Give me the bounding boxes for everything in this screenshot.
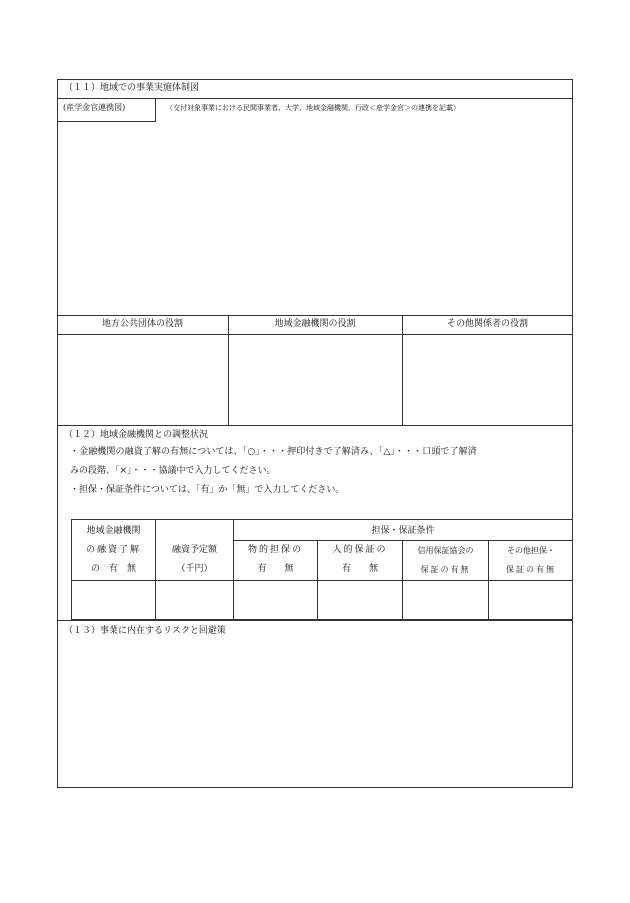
loan-header-approval-2: の融資了解	[85, 545, 141, 555]
role-cell-regional-bank[interactable]	[229, 335, 402, 425]
loan-header-approval-3: の 有 無	[90, 564, 136, 574]
loan-header-approval-1: 地域金融機関	[86, 526, 141, 536]
loan-cell-credit-guarantee[interactable]	[403, 581, 488, 620]
loan-header-credit-guarantee-1: 信用保証協会の	[417, 546, 474, 555]
section12-top-border	[57, 425, 573, 426]
section12-instruction-2: ・担保・保証条件については、「有」か「無」で入力してください。	[70, 485, 345, 495]
loan-cell-amount[interactable]	[156, 581, 233, 620]
risk-area[interactable]	[58, 642, 572, 787]
loan-header-physical-collateral-2: 有 無	[257, 564, 294, 574]
loan-header-collateral-group: 担保・保証条件	[371, 526, 435, 536]
loan-cell-personal-guarantee[interactable]	[318, 581, 402, 620]
loan-group-header-divider	[233, 540, 573, 541]
loan-header-credit-guarantee-2: 保証の有無	[420, 565, 471, 574]
loan-cell-approval[interactable]	[72, 581, 155, 620]
loan-header-personal-guarantee-2: 有 無	[341, 564, 378, 574]
loan-header-amount-1: 融資予定額	[171, 545, 217, 555]
loan-header-amount-2: （千円）	[176, 564, 213, 574]
diagram-area[interactable]	[58, 123, 572, 315]
role-cell-local-government[interactable]	[58, 335, 228, 425]
section12-heading: （１２）地域金融機関との調整状況	[64, 430, 209, 440]
role-header-local-government: 地方公共団体の役割	[101, 319, 183, 329]
loan-header-other-guarantee-1: その他担保・	[507, 546, 555, 555]
diagram-note: （交付対象事業における民間事業者、大学、地域金融機関、行政＜産学金官＞の連携を記載）	[166, 104, 460, 112]
role-cell-other-parties[interactable]	[403, 335, 572, 425]
section13-heading: （１３）事業に内在するリスクと回避策	[64, 626, 226, 636]
loan-cell-other-guarantee[interactable]	[489, 581, 572, 620]
diagram-label: (産学金官連携図)	[63, 103, 126, 112]
role-header-regional-bank: 地域金融機関の役割	[274, 319, 356, 329]
section11-heading: （１１）地域での事業実施体制図	[64, 83, 200, 93]
loan-header-other-guarantee-2: 保証の有無	[506, 565, 556, 574]
section13-top-border	[57, 620, 573, 621]
role-header-other-parties: その他関係者の役割	[446, 319, 528, 329]
loan-header-physical-collateral-1: 物的担保の	[247, 545, 303, 555]
loan-header-personal-guarantee-1: 人的保証の	[332, 545, 388, 555]
section12-instruction-1a: ・金融機関の融資了解の有無については、「○」・・・押印付きで了解済み、「△」・・・口頭で了解済	[70, 447, 477, 457]
section12-instruction-1b: みの段階、「×」・・・協議中で入力してください。	[70, 466, 276, 476]
loan-cell-physical-collateral[interactable]	[234, 581, 317, 620]
roles-top-border	[57, 315, 573, 316]
